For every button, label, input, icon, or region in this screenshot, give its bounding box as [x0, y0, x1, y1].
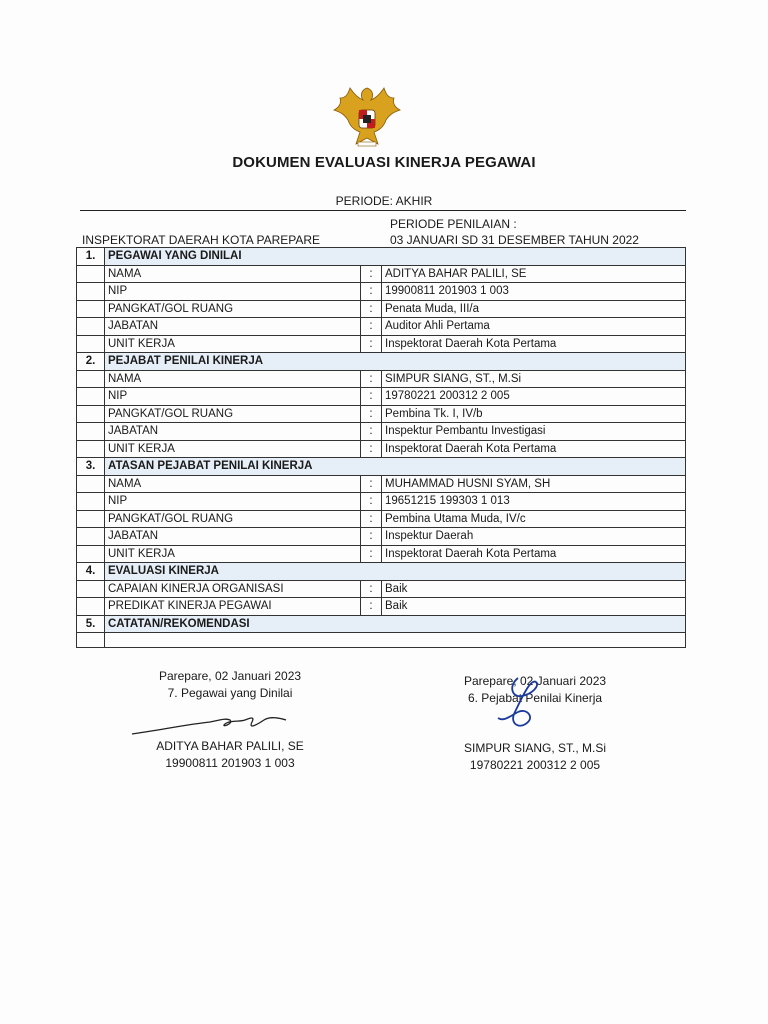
row-spacer	[77, 475, 105, 493]
row-spacer	[77, 370, 105, 388]
garuda-emblem	[330, 84, 404, 152]
field-value: MUHAMMAD HUSNI SYAM, SH	[382, 475, 686, 493]
table-row	[77, 493, 686, 511]
field-label: PANGKAT/GOL RUANG	[105, 405, 361, 423]
table-row	[77, 335, 686, 353]
field-separator: :	[361, 528, 382, 546]
table-row	[77, 423, 686, 441]
signer-nip: 19780221 200312 2 005	[469, 758, 601, 772]
row-spacer	[77, 405, 105, 423]
field-label: JABATAN	[105, 528, 361, 546]
field-label: CAPAIAN KINERJA ORGANISASI	[105, 580, 361, 598]
field-label: NIP	[105, 388, 361, 406]
evaluation-table	[76, 247, 686, 648]
field-value: Penata Muda, III/a	[382, 300, 686, 318]
signer-nip: 19900811 201903 1 003	[165, 756, 295, 770]
section-number: 2.	[77, 353, 105, 371]
field-label: NAMA	[105, 475, 361, 493]
section-number: 4.	[77, 563, 105, 581]
field-value: Inspektorat Daerah Kota Pertama	[382, 335, 686, 353]
field-value: 19651215 199303 1 013	[382, 493, 686, 511]
field-value: Inspektur Daerah	[382, 528, 686, 546]
field-label: UNIT KERJA	[105, 545, 361, 563]
field-separator: :	[361, 493, 382, 511]
field-label: UNIT KERJA	[105, 440, 361, 458]
field-value: SIMPUR SIANG, ST., M.Si	[382, 370, 686, 388]
row-spacer	[77, 423, 105, 441]
field-separator: :	[361, 580, 382, 598]
field-label: NIP	[105, 493, 361, 511]
periode-penilaian-label: PERIODE PENILAIAN :	[390, 217, 517, 231]
periode-label: PERIODE: AKHIR	[335, 194, 433, 208]
handwritten-signature-left	[130, 710, 290, 740]
field-label: PANGKAT/GOL RUANG	[105, 300, 361, 318]
field-value: Inspektorat Daerah Kota Pertama	[382, 440, 686, 458]
place-date: Parepare, 02 Januari 2023	[463, 674, 607, 688]
field-value: Pembina Utama Muda, IV/c	[382, 510, 686, 528]
row-spacer	[77, 440, 105, 458]
section-title: PEJABAT PENILAI KINERJA	[105, 353, 686, 371]
section-header	[77, 615, 686, 633]
table-row	[77, 510, 686, 528]
field-separator: :	[361, 300, 382, 318]
section-title: EVALUASI KINERJA	[105, 563, 686, 581]
row-spacer	[77, 283, 105, 301]
table-row	[77, 528, 686, 546]
signer-name: ADITYA BAHAR PALILI, SE	[156, 739, 304, 753]
field-separator: :	[361, 405, 382, 423]
field-value: Pembina Tk. I, IV/b	[382, 405, 686, 423]
field-separator: :	[361, 423, 382, 441]
section-header	[77, 248, 686, 266]
section-header	[77, 458, 686, 476]
field-label: JABATAN	[105, 423, 361, 441]
section-header	[77, 353, 686, 371]
place-date: Parepare, 02 Januari 2023	[158, 669, 302, 683]
field-separator: :	[361, 318, 382, 336]
field-value: Baik	[382, 580, 686, 598]
notes-cell	[105, 633, 686, 648]
table-row	[77, 440, 686, 458]
field-separator: :	[361, 598, 382, 616]
field-label: NAMA	[105, 370, 361, 388]
row-spacer	[77, 528, 105, 546]
signer-role: 6. Pejabat Penilai Kinerja	[467, 691, 603, 705]
handwritten-signature-right	[478, 672, 558, 736]
row-spacer	[77, 545, 105, 563]
header-divider	[80, 210, 686, 211]
row-spacer	[77, 580, 105, 598]
signer-info-right	[430, 740, 640, 774]
field-separator: :	[361, 440, 382, 458]
field-label: PANGKAT/GOL RUANG	[105, 510, 361, 528]
field-value: 19780221 200312 2 005	[382, 388, 686, 406]
section-title: CATATAN/REKOMENDASI	[105, 615, 686, 633]
signature-block-left	[130, 668, 330, 702]
table-row	[77, 580, 686, 598]
row-spacer	[77, 493, 105, 511]
signer-name: SIMPUR SIANG, ST., M.Si	[463, 741, 607, 755]
field-separator: :	[361, 335, 382, 353]
field-label: UNIT KERJA	[105, 335, 361, 353]
field-separator: :	[361, 283, 382, 301]
row-spacer	[77, 300, 105, 318]
field-separator: :	[361, 265, 382, 283]
field-value: Auditor Ahli Pertama	[382, 318, 686, 336]
row-spacer	[77, 598, 105, 616]
table-row	[77, 370, 686, 388]
field-separator: :	[361, 545, 382, 563]
table-row	[77, 405, 686, 423]
field-value: ADITYA BAHAR PALILI, SE	[382, 265, 686, 283]
field-separator: :	[361, 388, 382, 406]
field-separator: :	[361, 370, 382, 388]
section-number: 5.	[77, 615, 105, 633]
section-number: 3.	[77, 458, 105, 476]
section-number: 1.	[77, 248, 105, 266]
field-separator: :	[361, 510, 382, 528]
row-spacer	[77, 335, 105, 353]
instansi-name: INSPEKTORAT DAERAH KOTA PAREPARE	[82, 233, 321, 247]
table-row	[77, 300, 686, 318]
table-row	[77, 545, 686, 563]
row-spacer	[77, 633, 105, 648]
notes-row	[77, 633, 686, 648]
table-row	[77, 283, 686, 301]
field-value: Inspektur Pembantu Investigasi	[382, 423, 686, 441]
table-row	[77, 318, 686, 336]
field-separator: :	[361, 475, 382, 493]
field-label: PREDIKAT KINERJA PEGAWAI	[105, 598, 361, 616]
signer-info-left	[130, 738, 330, 772]
row-spacer	[77, 265, 105, 283]
signer-role: 7. Pegawai yang Dinilai	[167, 686, 293, 700]
section-header	[77, 563, 686, 581]
row-spacer	[77, 510, 105, 528]
field-value: Baik	[382, 598, 686, 616]
row-spacer	[77, 318, 105, 336]
table-row	[77, 598, 686, 616]
document-title: DOKUMEN EVALUASI KINERJA PEGAWAI	[232, 154, 536, 171]
row-spacer	[77, 388, 105, 406]
table-row	[77, 388, 686, 406]
table-row	[77, 475, 686, 493]
table-row	[77, 265, 686, 283]
field-label: NIP	[105, 283, 361, 301]
field-label: JABATAN	[105, 318, 361, 336]
field-label: NAMA	[105, 265, 361, 283]
section-title: ATASAN PEJABAT PENILAI KINERJA	[105, 458, 686, 476]
periode-penilaian-value: 03 JANUARI SD 31 DESEMBER TAHUN 2022	[390, 233, 639, 247]
field-value: 19900811 201903 1 003	[382, 283, 686, 301]
section-title: PEGAWAI YANG DINILAI	[105, 248, 686, 266]
field-value: Inspektorat Daerah Kota Pertama	[382, 545, 686, 563]
